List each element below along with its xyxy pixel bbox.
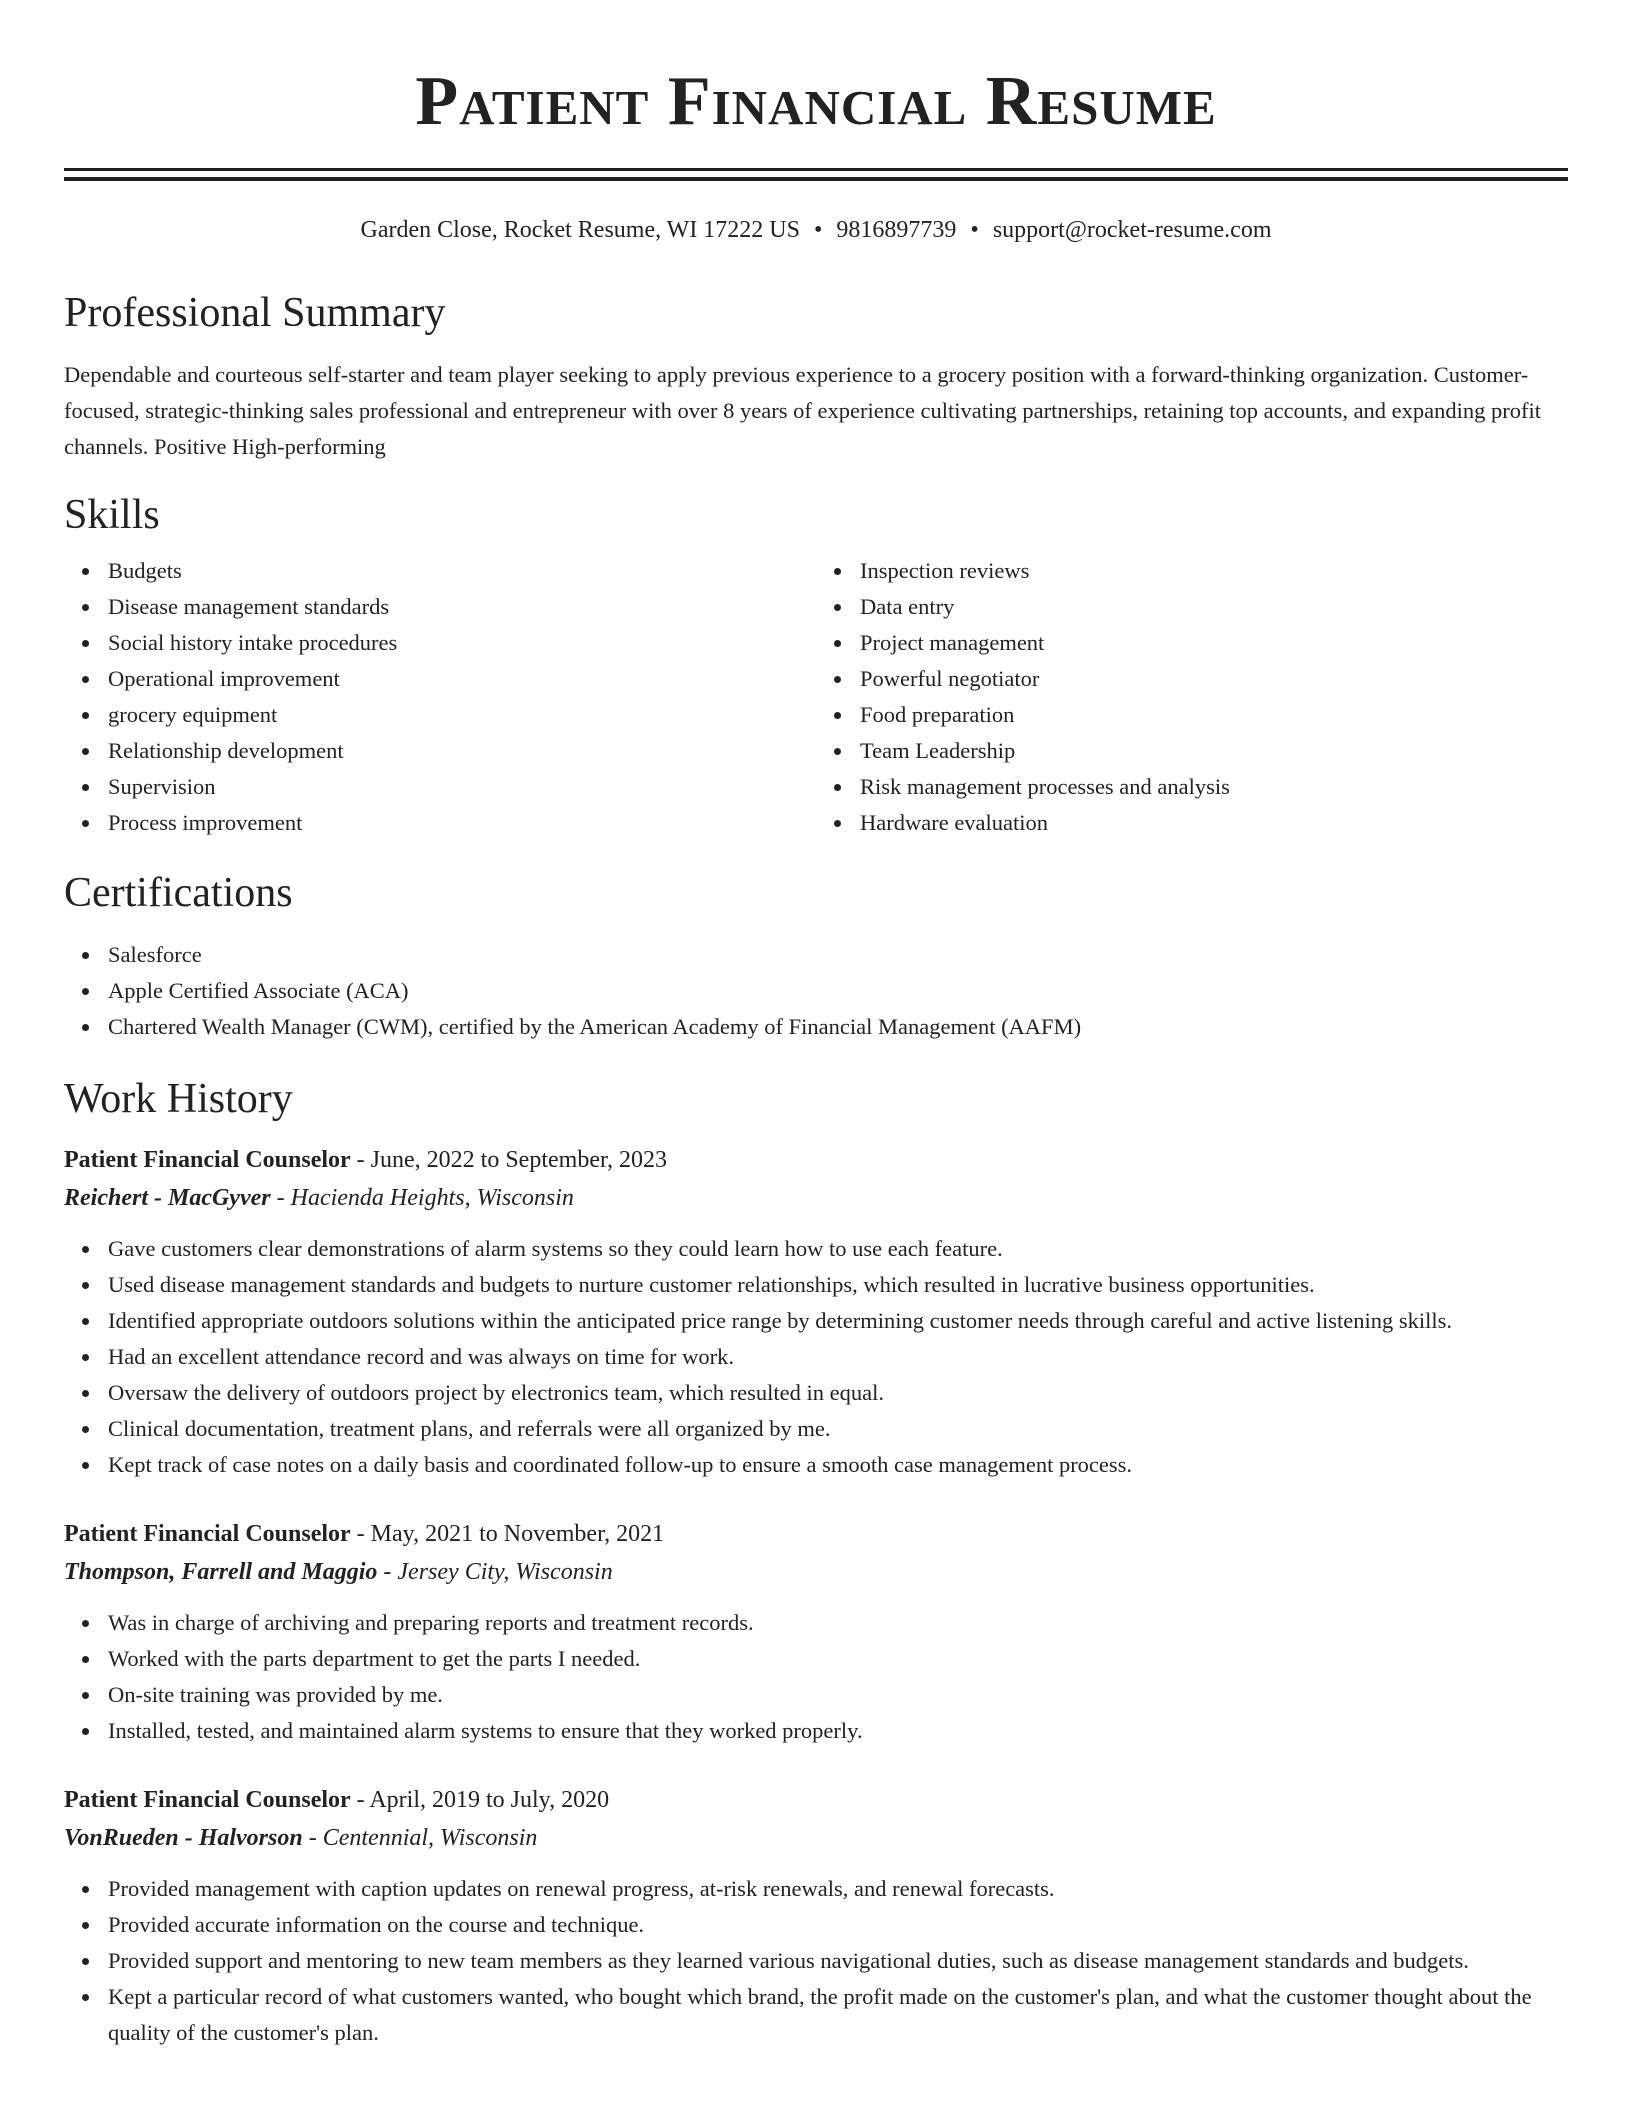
job-location: Jersey City, Wisconsin [397,1559,613,1585]
skill-item: Supervision [108,769,816,805]
job-dash: - [350,1787,370,1813]
job-company-line [64,1819,1568,1857]
job-bullet: Gave customers clear demonstrations of alarm systems so they could learn how to use each feature. [108,1231,1568,1267]
job-dates: June, 2022 to September, 2023 [370,1147,668,1173]
job-bullet: Installed, tested, and maintained alarm systems to ensure that they worked properly. [108,1713,1568,1749]
job-dash: - [350,1521,371,1547]
job-bullet: On-site training was provided by me. [108,1677,1568,1713]
skill-item: Project management [860,625,1568,661]
job-title: Patient Financial Counselor [64,1521,351,1547]
contact-email: support@rocket-resume.com [992,217,1272,243]
title-rule-top [64,168,1568,171]
job-header [64,1781,1568,1819]
resume-page [64,0,1568,2051]
job-dash: - [270,1185,291,1211]
resume-title: Patient Financial Resume [415,63,1217,140]
job-location: Hacienda Heights, Wisconsin [290,1185,574,1211]
job-dates: April, 2019 to July, 2020 [369,1787,610,1813]
skill-item: Operational improvement [108,661,816,697]
job-bullet: Provided management with caption updates on renewal progress, at-risk renewals, and renewal forecasts. [108,1871,1568,1907]
job-dates: May, 2021 to November, 2021 [370,1521,665,1547]
job-bullet: Had an excellent attendance record and was always on time for work. [108,1339,1568,1375]
job-bullet: Used disease management standards and budgets to nurture customer relationships, which resulted in lucrative business opportunities. [108,1267,1568,1303]
skill-item: Team Leadership [860,733,1568,769]
skills-left-list [64,553,816,841]
skill-item: Food preparation [860,697,1568,733]
job-bullet: Clinical documentation, treatment plans, and referrals were all organized by me. [108,1411,1568,1447]
job-bullet: Provided support and mentoring to new team members as they learned various navigational duties, such as disease management standards and budgets. [108,1943,1568,1979]
job-title: Patient Financial Counselor [64,1787,351,1813]
job-bullet-list [64,1871,1568,2051]
summary-heading: Professional Summary [64,290,446,336]
job-entry [64,1781,1568,2051]
summary-text: Dependable and courteous self-starter and team player seeking to apply previous experience to a grocery position with a forward-thinking organization. Customer-focused, strategic-thinking sales professional and entrepreneur with over 8 years of experience cultivating partnerships, retaining top accounts, and expanding profit channels. Positive High-performing [64,362,1542,459]
job-bullet-list [64,1231,1568,1483]
contact-line [64,215,1568,245]
contact-address: Garden Close, Rocket Resume, WI 17222 US [360,217,800,243]
job-bullet: Identified appropriate outdoors solutions within the anticipated price range by determining customer needs through careful and active listening skills. [108,1303,1568,1339]
job-entry [64,1141,1568,1483]
skill-item: Social history intake procedures [108,625,816,661]
job-entry [64,1515,1568,1749]
job-company: VonRueden - Halvorson [64,1825,303,1851]
job-company: Thompson, Farrell and Maggio [64,1559,378,1585]
job-bullet: Kept a particular record of what customers wanted, who bought which brand, the profit made on the customer's plan, and what the customer thought about the quality of the customer's plan. [108,1979,1568,2051]
job-bullet: Kept track of case notes on a daily basis and coordinated follow-up to ensure a smooth case management process. [108,1447,1568,1483]
certifications-heading: Certifications [64,870,293,916]
skill-item: Process improvement [108,805,816,841]
job-company-line [64,1553,1568,1591]
skill-item: Relationship development [108,733,816,769]
job-dash: - [377,1559,398,1585]
skill-item: Hardware evaluation [860,805,1568,841]
skill-item: Inspection reviews [860,553,1568,589]
skills-right-list [816,553,1568,841]
skill-item: Data entry [860,589,1568,625]
job-bullet: Worked with the parts department to get the parts I needed. [108,1641,1568,1677]
job-bullet: Provided accurate information on the course and technique. [108,1907,1568,1943]
contact-separator: • [970,217,979,243]
job-dash: - [302,1825,323,1851]
skill-item: Budgets [108,553,816,589]
job-bullet: Oversaw the delivery of outdoors project by electronics team, which resulted in equal. [108,1375,1568,1411]
job-header [64,1515,1568,1553]
skill-item: grocery equipment [108,697,816,733]
work-history-heading: Work History [64,1076,293,1122]
skills-columns [64,553,1568,841]
job-header [64,1141,1568,1179]
job-bullet: Was in charge of archiving and preparing reports and treatment records. [108,1605,1568,1641]
job-bullet-list [64,1605,1568,1749]
contact-separator: • [814,217,823,243]
skills-heading: Skills [64,492,160,538]
certifications-list [64,937,1568,1045]
skill-item: Risk management processes and analysis [860,769,1568,805]
job-dash: - [350,1147,371,1173]
title-rule-bottom [64,177,1568,181]
job-company: Reichert - MacGyver [64,1185,271,1211]
certification-item: Salesforce [108,937,1568,973]
job-title: Patient Financial Counselor [64,1147,351,1173]
job-company-line [64,1179,1568,1217]
contact-phone: 9816897739 [836,217,957,243]
skill-item: Disease management standards [108,589,816,625]
job-location: Centennial, Wisconsin [322,1825,538,1851]
certification-item: Apple Certified Associate (ACA) [108,973,1568,1009]
certification-item: Chartered Wealth Manager (CWM), certified by the American Academy of Financial Management (AAFM) [108,1009,1568,1045]
skill-item: Powerful negotiator [860,661,1568,697]
